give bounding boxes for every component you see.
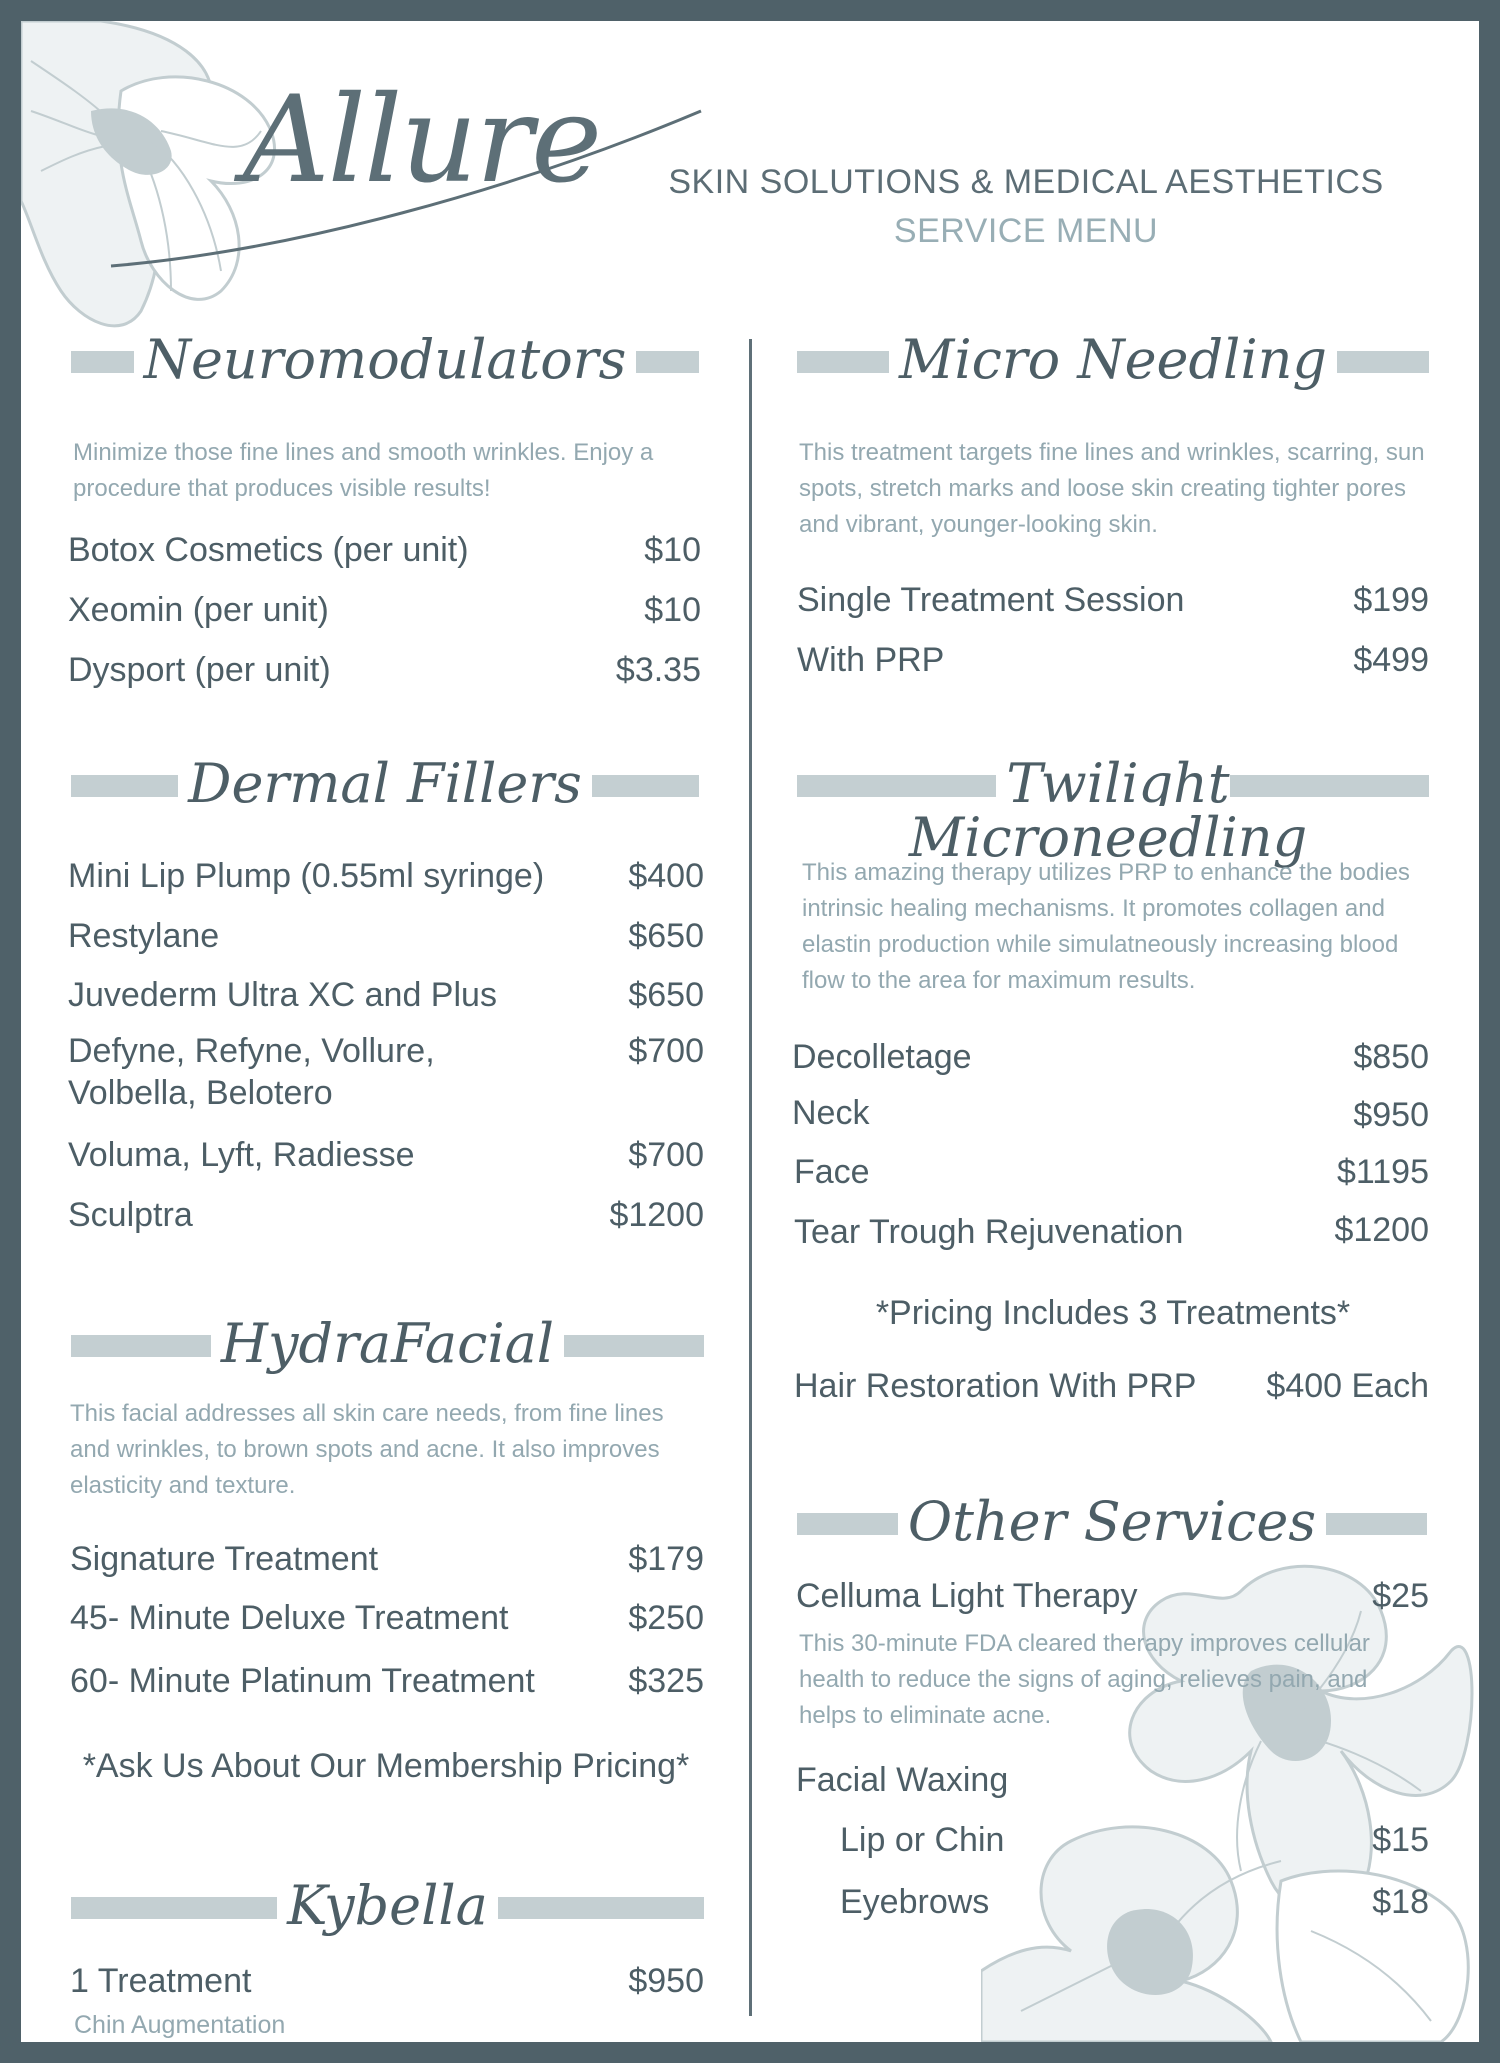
menu-price: $400: [628, 857, 704, 895]
menu-item: Neck: [792, 1094, 870, 1132]
menu-item: 60- Minute Platinum Treatment: [70, 1662, 535, 1700]
menu-price: $1195: [1336, 1153, 1429, 1191]
section-description: This 30-minute FDA cleared therapy improves cellular health to reduce the signs of aging, relieves pain, and helps to eliminate acne.: [799, 1630, 1370, 1729]
menu-item: With PRP: [797, 641, 945, 679]
menu-item: 45- Minute Deluxe Treatment: [70, 1599, 509, 1637]
menu-price: $18: [1372, 1883, 1429, 1921]
menu-item: Single Treatment Session: [797, 581, 1185, 619]
menu-price: $650: [628, 917, 704, 955]
menu-item: Decolletage: [792, 1038, 972, 1076]
menu-item: 1 Treatment: [70, 1962, 252, 2000]
section-title-kybella: Kybella: [71, 1879, 704, 1933]
section-title-hydrafacial: HydraFacial: [71, 1317, 704, 1371]
menu-price: $179: [628, 1540, 704, 1578]
menu-item: Defyne, Refyne, Vollure,: [68, 1032, 435, 1070]
column-divider: [749, 339, 752, 2016]
flower-decoration-icon: [981, 1551, 1479, 2042]
menu-item: Dysport (per unit): [68, 651, 331, 689]
menu-item: Hair Restoration With PRP: [794, 1367, 1197, 1405]
section-description: This treatment targets fine lines and wrinkles, scarring, sun spots, stretch marks and loose skin creating tighter pores and vibrant, younger-looking skin.: [799, 439, 1425, 538]
menu-item: Face: [794, 1153, 870, 1191]
section-title-micro-needling: Micro Needling: [797, 333, 1429, 387]
menu-item: Botox Cosmetics (per unit): [68, 531, 469, 569]
membership-note: *Ask Us About Our Membership Pricing*: [82, 1747, 690, 1785]
menu-page: [21, 21, 1479, 2042]
menu-price: $950: [628, 1962, 704, 2000]
menu-price: $1200: [1334, 1211, 1429, 1249]
menu-item: Facial Waxing: [796, 1761, 1009, 1799]
menu-price: $250: [628, 1599, 704, 1637]
section-title-dermal-fillers: Dermal Fillers: [71, 757, 699, 811]
pricing-note: *Pricing Includes 3 Treatments*: [875, 1294, 1351, 1332]
menu-item: Volbella, Belotero: [68, 1074, 333, 1112]
menu-price: $15: [1372, 1821, 1429, 1859]
section-description: This amazing therapy utilizes PRP to enhance the bodies intrinsic healing mechanisms. It promotes collagen and elastin production while simulatneously increasing blood flow to the area for maximum results.: [802, 859, 1410, 994]
menu-price: $700: [628, 1032, 704, 1070]
section-title-neuromodulators: Neuromodulators: [71, 333, 699, 387]
menu-item: Celluma Light Therapy: [796, 1577, 1138, 1615]
section-title-twilight-microneedling: Twilight Microneedling: [797, 757, 1429, 865]
menu-price: $400 Each: [1266, 1367, 1429, 1405]
menu-price: $650: [628, 976, 704, 1014]
menu-item: Tear Trough Rejuvenation: [794, 1213, 1184, 1251]
menu-item: Mini Lip Plump (0.55ml syringe): [68, 857, 545, 895]
tagline: SKIN SOLUTIONS & MEDICAL AESTHETICS: [668, 163, 1384, 201]
section-title-other-services: Other Services: [797, 1495, 1427, 1549]
menu-price: $499: [1353, 641, 1429, 679]
kybella-subtext: Chin Augmentation: [74, 2011, 286, 2039]
menu-price: $325: [628, 1662, 704, 1700]
menu-price: $25: [1372, 1577, 1429, 1615]
menu-price: $850: [1353, 1038, 1429, 1076]
logo: Allure: [243, 71, 601, 210]
menu-item: Voluma, Lyft, Radiesse: [68, 1136, 415, 1174]
menu-price: $1200: [609, 1196, 704, 1234]
section-description: Minimize those fine lines and smooth wrinkles. Enjoy a procedure that produces visible results!: [73, 439, 654, 502]
menu-item: Juvederm Ultra XC and Plus: [68, 976, 497, 1014]
section-description: This facial addresses all skin care needs, from fine lines and wrinkles, to brown spots and acne. It also improves elasticity and texture.: [70, 1400, 664, 1499]
menu-price: $950: [1353, 1096, 1429, 1134]
menu-item: Sculptra: [68, 1196, 193, 1234]
menu-item: Restylane: [68, 917, 220, 955]
menu-item: Xeomin (per unit): [68, 591, 329, 629]
menu-item: Eyebrows: [840, 1883, 990, 1921]
menu-price: $3.35: [615, 651, 701, 689]
menu-price: $199: [1353, 581, 1429, 619]
menu-item: Signature Treatment: [70, 1540, 379, 1578]
menu-item: Lip or Chin: [840, 1821, 1005, 1859]
menu-price: $10: [644, 531, 701, 569]
menu-price: $10: [644, 591, 701, 629]
menu-price: $700: [628, 1136, 704, 1174]
service-menu-title: SERVICE MENU: [893, 212, 1159, 250]
